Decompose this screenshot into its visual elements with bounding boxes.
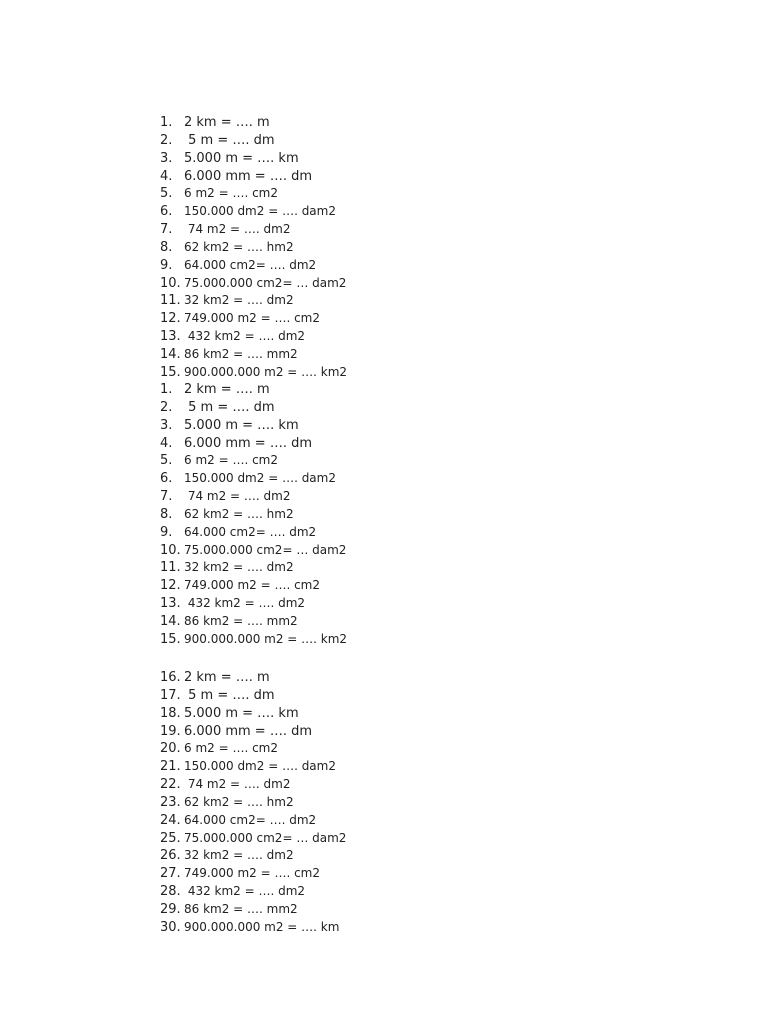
list-item [160,559,347,577]
list-item [160,776,346,794]
list-item [160,847,346,865]
list-item [160,239,347,257]
list-item [160,883,346,901]
item-number: 28. [160,884,181,900]
list-item [160,524,347,542]
item-text: 6.000 mm = …. dm [184,168,313,184]
list-item [160,669,346,687]
item-number: 12. [160,578,181,594]
item-text: 64.000 cm2= …. dm2 [184,524,317,539]
list-item [160,794,346,812]
item-number: 1. [160,115,173,130]
item-text: 749.000 m2 = …. cm2 [184,311,320,326]
item-text: 62 km2 = …. hm2 [184,239,294,254]
item-text: 6 m2 = …. cm2 [184,453,279,468]
item-number: 11. [160,293,181,309]
item-text: 86 km2 = …. mm2 [184,613,298,628]
list-item [160,132,347,150]
item-number: 22. [160,777,181,793]
list-item [160,452,347,470]
item-number: 3. [160,150,173,166]
item-number: 21. [160,759,181,775]
item-number: 4. [160,435,173,451]
list-item [160,830,346,848]
item-number: 24. [160,812,181,828]
item-text: 75.000.000 cm2= … dam2 [184,830,347,845]
item-number: 10. [160,275,181,291]
item-number: 30. [160,919,181,935]
item-number: 18. [160,705,181,721]
item-number: 9. [160,524,173,540]
item-text: 150.000 dm2 = …. dam2 [184,471,336,486]
item-number: 6. [160,471,173,487]
item-text: 6.000 mm = …. dm [184,723,313,739]
item-number: 13. [160,596,181,612]
item-number: 20. [160,741,181,757]
item-text: 74 m2 = …. dm2 [184,777,291,792]
item-number: 1. [160,382,173,397]
item-number: 7. [160,489,173,505]
list-item [160,919,346,937]
item-number: 14. [160,346,181,362]
list-item [160,470,347,488]
item-text: 75.000.000 cm2= … dam2 [184,542,347,557]
list-item [160,417,347,435]
item-number: 29. [160,901,181,917]
item-text: 2 km = …. m [184,115,270,130]
item-number: 7. [160,222,173,238]
item-text: 64.000 cm2= …. dm2 [184,257,317,272]
item-number: 25. [160,830,181,846]
list-item [160,488,347,506]
list-item [160,865,346,883]
item-text: 6.000 mm = …. dm [184,435,313,451]
exercise-list-continued [160,669,346,937]
item-text: 150.000 dm2 = …. dam2 [184,759,336,774]
item-number: 5. [160,186,173,202]
item-number: 27. [160,866,181,882]
list-item [160,346,347,364]
item-number: 13. [160,329,181,345]
item-number: 14. [160,613,181,629]
list-item [160,203,347,221]
item-number: 15. [160,631,181,647]
list-item [160,435,347,453]
item-text: 32 km2 = …. dm2 [184,560,294,575]
list-item [160,595,347,613]
list-item [160,310,347,328]
item-number: 17. [160,687,181,703]
item-number: 23. [160,794,181,810]
list-item [160,506,347,524]
list-item [160,150,347,168]
item-text: 86 km2 = …. mm2 [184,346,298,361]
item-number: 2. [160,399,173,415]
item-text: 749.000 m2 = …. cm2 [184,866,320,881]
item-text: 5 m = …. dm [184,687,275,703]
list-item [160,114,347,132]
exercise-list-first [160,114,347,382]
item-text: 32 km2 = …. dm2 [184,848,294,863]
item-text: 62 km2 = …. hm2 [184,506,294,521]
item-text: 150.000 dm2 = …. dam2 [184,204,336,219]
exercise-list-repeat [160,381,347,649]
list-item [160,364,347,382]
list-item [160,740,346,758]
list-item [160,381,347,399]
list-item [160,758,346,776]
item-text: 6 m2 = …. cm2 [184,741,279,756]
list-item [160,292,347,310]
item-number: 11. [160,560,181,576]
item-number: 26. [160,848,181,864]
item-number: 9. [160,257,173,273]
list-item [160,687,346,705]
item-text: 62 km2 = …. hm2 [184,794,294,809]
item-number: 2. [160,132,173,148]
list-item [160,812,346,830]
item-text: 900.000.000 m2 = …. km2 [184,364,348,379]
list-item [160,185,347,203]
item-text: 900.000.000 m2 = …. km [184,919,340,934]
item-number: 8. [160,506,173,522]
list-item [160,723,346,741]
list-item [160,257,347,275]
item-text: 2 km = …. m [184,670,270,685]
item-text: 32 km2 = …. dm2 [184,293,294,308]
item-number: 16. [160,670,181,685]
item-number: 5. [160,453,173,469]
item-text: 432 km2 = …. dm2 [184,329,306,344]
list-item [160,705,346,723]
item-text: 86 km2 = …. mm2 [184,901,298,916]
list-item [160,613,347,631]
item-number: 4. [160,168,173,184]
item-text: 749.000 m2 = …. cm2 [184,578,320,593]
list-item [160,901,346,919]
list-item [160,631,347,649]
item-text: 2 km = …. m [184,382,270,397]
list-item [160,328,347,346]
item-text: 900.000.000 m2 = …. km2 [184,631,348,646]
item-text: 5.000 m = …. km [184,150,299,166]
item-number: 15. [160,364,181,380]
item-text: 5 m = …. dm [184,132,275,148]
item-text: 5.000 m = …. km [184,417,299,433]
list-item [160,542,347,560]
list-item [160,577,347,595]
item-text: 6 m2 = …. cm2 [184,186,279,201]
item-number: 3. [160,417,173,433]
item-text: 74 m2 = …. dm2 [184,489,291,504]
item-text: 432 km2 = …. dm2 [184,596,306,611]
item-text: 5.000 m = …. km [184,705,299,721]
item-number: 8. [160,239,173,255]
list-item [160,399,347,417]
list-item [160,221,347,239]
item-text: 64.000 cm2= …. dm2 [184,812,317,827]
item-text: 75.000.000 cm2= … dam2 [184,275,347,290]
item-text: 74 m2 = …. dm2 [184,222,291,237]
item-number: 12. [160,311,181,327]
item-number: 6. [160,204,173,220]
item-text: 432 km2 = …. dm2 [184,884,306,899]
item-text: 5 m = …. dm [184,399,275,415]
list-item [160,168,347,186]
list-item [160,275,347,293]
item-number: 19. [160,723,181,739]
item-number: 10. [160,542,181,558]
